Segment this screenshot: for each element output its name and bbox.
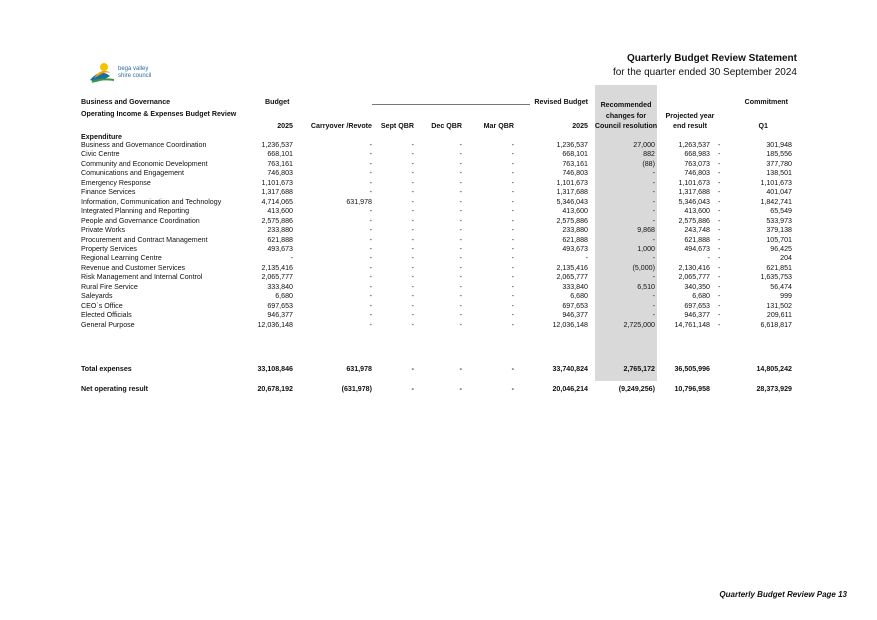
cell-mar: - [511,254,514,263]
cell-mar: - [511,188,514,197]
row-label: Total expenses [81,365,132,373]
cell-carry: - [369,311,372,320]
row-label: Integrated Planning and Reporting [81,207,190,216]
separator-dash: - [718,216,721,225]
cell-dec: - [459,216,462,225]
cell-carry: - [369,226,372,235]
cell-dec: - [459,178,462,187]
row-label: Property Services [81,244,137,253]
cell-mar: - [511,197,514,206]
cell-revised: 33,740,824 [552,365,588,373]
cell-sept: - [411,273,414,282]
cell-mar: - [511,150,514,159]
cell-rec: (88) [642,159,655,168]
separator-dash: - [718,235,721,244]
cell-q1: 185,556 [766,150,792,159]
cell-sept: - [411,197,414,206]
row-label: Emergency Response [81,178,151,187]
cell-carry: - [369,282,372,291]
cell-dec: - [459,320,462,329]
cell-sept: - [411,150,414,159]
cell-carry: (631,978) [341,385,372,393]
row-label: CEO`s Office [81,301,123,310]
separator-dash: - [718,282,721,291]
cell-dec: - [459,311,462,320]
cell-revised: 668,101 [562,150,588,159]
row-label: General Purpose [81,320,135,329]
cell-budget: 2,065,777 [261,273,293,282]
cell-proj: 668,983 [684,150,710,159]
cell-dec: - [459,235,462,244]
cell-sept: - [411,365,414,373]
cell-revised: - [585,254,588,263]
section-heading: Business and Governance [81,98,171,106]
report-title [613,52,797,80]
row-label: Private Works [81,226,126,235]
cell-q1: 28,373,929 [756,385,792,393]
cell-carry: 631,978 [346,197,372,206]
cell-sept: - [411,207,414,216]
row-label: Revenue and Customer Services [81,263,186,272]
cell-sept: - [411,226,414,235]
cell-rec: - [652,178,655,187]
cell-rec: 9,868 [637,226,655,235]
council-logo [88,58,178,86]
cell-sept: - [411,385,414,393]
cell-dec: - [459,292,462,301]
cell-revised: 1,101,673 [556,178,588,187]
cell-proj: 746,803 [684,169,710,178]
cell-proj: 10,796,958 [674,385,710,393]
col-carryover: Carryover /Revote [310,122,372,130]
cell-sept: - [411,188,414,197]
cell-rec: - [652,273,655,282]
cell-revised: 621,888 [562,235,588,244]
cell-mar: - [511,273,514,282]
cell-revised: 763,161 [562,159,588,168]
cell-sept: - [411,254,414,263]
cell-proj: - [707,254,710,263]
col-commitment: Commitment [744,98,788,106]
row-label: Civic Centre [81,150,120,159]
cell-dec: - [459,385,462,393]
cell-sept: - [411,282,414,291]
cell-sept: - [411,320,414,329]
row-label: Net operating result [81,385,149,393]
cell-budget: 746,803 [267,169,293,178]
cell-carry: - [369,169,372,178]
cell-dec: - [459,141,462,149]
cell-carry: - [369,263,372,272]
cell-revised: 697,653 [562,301,588,310]
cell-budget: 6,680 [275,292,293,301]
cell-carry: - [369,292,372,301]
cell-budget: 1,101,673 [261,178,293,187]
row-label: Business and Governance Coordination [81,141,207,149]
expenditure-label: Expenditure [81,133,122,141]
cell-revised: 233,880 [562,226,588,235]
row-label: Rural Fire Service [81,282,138,291]
cell-budget: 1,317,688 [261,188,293,197]
svg-text:shire council: shire council [118,73,152,79]
cell-q1: 379,138 [766,226,792,235]
cell-proj: 1,317,688 [678,188,710,197]
cell-proj: 2,130,416 [678,263,710,272]
cell-q1: 621,851 [766,263,792,272]
cell-dec: - [459,273,462,282]
cell-carry: - [369,141,372,149]
cell-budget: 4,714,065 [261,197,293,206]
col-recommended-3: Council resolution [594,122,658,130]
cell-carry: - [369,235,372,244]
cell-sept: - [411,292,414,301]
cell-revised: 5,346,043 [556,197,588,206]
cell-revised: 2,135,416 [556,263,588,272]
cell-proj: 6,680 [692,292,710,301]
cell-rec: - [652,235,655,244]
cell-mar: - [511,169,514,178]
separator-dash: - [718,207,721,216]
cell-mar: - [511,226,514,235]
cell-q1: 1,842,741 [760,197,792,206]
cell-rec: 6,510 [637,282,655,291]
cell-carry: 631,978 [346,365,372,373]
cell-carry: - [369,216,372,225]
cell-rec: - [652,188,655,197]
cell-proj: 946,377 [684,311,710,320]
cell-proj: 5,346,043 [678,197,710,206]
cell-rec: 882 [643,150,655,159]
cell-carry: - [369,178,372,187]
cell-proj: 413,600 [684,207,710,216]
title-line: Quarterly Budget Review Statement [626,53,797,64]
cell-carry: - [369,254,372,263]
row-label: People and Governance Coordination [81,216,200,225]
cell-revised: 746,803 [562,169,588,178]
cell-sept: - [411,263,414,272]
cell-dec: - [459,226,462,235]
cell-dec: - [459,188,462,197]
cell-budget: 333,840 [267,282,293,291]
cell-proj: 494,673 [684,244,710,253]
cell-q1: 96,425 [770,244,792,253]
cell-dec: - [459,150,462,159]
cell-budget: 413,600 [267,207,293,216]
row-label: Risk Management and Internal Control [81,273,203,282]
cell-budget: 12,036,148 [257,320,293,329]
cell-dec: - [459,365,462,373]
cell-q1: 1,101,673 [760,178,792,187]
cell-q1: 14,805,242 [756,365,792,373]
col-budget: Budget [265,98,290,106]
cell-rec: - [652,292,655,301]
cell-rec: - [652,207,655,216]
cell-mar: - [511,159,514,168]
cell-mar: - [511,263,514,272]
cell-rec: 2,725,000 [623,320,655,329]
row-label: Finance Services [81,188,136,197]
cell-mar: - [511,365,514,373]
separator-dash: - [718,150,721,159]
cell-q1: 65,549 [770,207,792,216]
cell-proj: 1,101,673 [678,178,710,187]
cell-revised: 1,317,688 [556,188,588,197]
cell-carry: - [369,244,372,253]
cell-q1: 204 [780,254,792,263]
cell-revised: 2,065,777 [556,273,588,282]
cell-dec: - [459,301,462,310]
cell-carry: - [369,150,372,159]
cell-budget: 233,880 [267,226,293,235]
cell-revised: 20,046,214 [552,385,588,393]
col-revised-2025: 2025 [572,122,588,130]
col-recommended-1: Recommended [600,101,652,109]
separator-dash: - [718,178,721,187]
cell-q1: 105,701 [766,235,792,244]
cell-revised: 413,600 [562,207,588,216]
cell-rec: (9,249,256) [618,385,655,393]
cell-rec: - [652,254,655,263]
cell-sept: - [411,141,414,149]
cell-proj: 14,761,148 [674,320,710,329]
separator-dash: - [718,263,721,272]
cell-q1: 1,635,753 [760,273,792,282]
cell-mar: - [511,282,514,291]
cell-budget: 2,575,886 [261,216,293,225]
cell-budget: 946,377 [267,311,293,320]
cell-dec: - [459,207,462,216]
cell-revised: 6,680 [570,292,588,301]
cell-sept: - [411,244,414,253]
col-2025: 2025 [277,122,293,130]
svg-text:bega valley: bega valley [118,66,149,72]
col-recommended-2: changes for [605,112,647,120]
cell-rec: - [652,301,655,310]
separator-dash: - [718,320,721,329]
separator-dash: - [718,169,721,178]
row-label: Procurement and Contract Management [81,235,208,244]
cell-mar: - [511,320,514,329]
cell-carry: - [369,273,372,282]
cell-budget: 697,653 [267,301,293,310]
cell-revised: 12,036,148 [552,320,588,329]
cell-rec: - [652,197,655,206]
cell-rec: - [652,216,655,225]
cell-mar: - [511,207,514,216]
cell-sept: - [411,311,414,320]
cell-budget: - [290,254,293,263]
cell-budget: 2,135,416 [261,263,293,272]
cell-q1: 377,780 [766,159,792,168]
col-projected-2: end result [673,122,707,130]
row-label: Elected Officials [81,311,132,320]
subsection-heading: Operating Income & Expenses Budget Review [81,110,237,118]
cell-dec: - [459,254,462,263]
cell-budget: 493,673 [267,244,293,253]
row-label: Saleyards [81,292,113,301]
col-projected-1: Projected year [665,112,715,120]
cell-carry: - [369,188,372,197]
separator-dash: - [718,244,721,253]
row-label: Comunications and Engagement [81,169,184,178]
cell-revised: 946,377 [562,311,588,320]
cell-q1: 533,973 [766,216,792,225]
cell-dec: - [459,263,462,272]
cell-budget: 763,161 [267,159,293,168]
subtitle-line: for the quarter ended 30 September 2024 [612,67,797,78]
row-label: Information, Communication and Technology [81,197,222,206]
cell-sept: - [411,301,414,310]
cell-sept: - [411,169,414,178]
qbr-header-rule [372,104,530,105]
cell-mar: - [511,292,514,301]
cell-mar: - [511,311,514,320]
cell-proj: 340,350 [684,282,710,291]
col-sept: Sept QBR [380,122,414,130]
separator-dash: - [718,254,721,263]
separator-dash: - [718,311,721,320]
cell-carry: - [369,301,372,310]
cell-proj: 1,263,537 [678,141,710,149]
separator-dash: - [718,197,721,206]
cell-proj: 2,065,777 [678,273,710,282]
cell-mar: - [511,244,514,253]
page-footer: Quarterly Budget Review Page 13 [719,590,847,599]
separator-dash: - [718,292,721,301]
col-q1: Q1 [758,122,768,130]
cell-rec: 1,000 [637,244,655,253]
cell-budget: 33,108,846 [257,365,293,373]
separator-dash: - [718,226,721,235]
cell-q1: 999 [780,292,792,301]
cell-mar: - [511,301,514,310]
cell-budget: 668,101 [267,150,293,159]
cell-mar: - [511,216,514,225]
cell-budget: 20,678,192 [257,385,293,393]
cell-revised: 1,236,537 [556,141,588,149]
cell-rec: 27,000 [633,141,655,149]
cell-proj: 2,575,886 [678,216,710,225]
cell-q1: 56,474 [770,282,792,291]
separator-dash: - [718,273,721,282]
cell-proj: 36,505,996 [674,365,710,373]
cell-q1: 301,948 [766,141,792,149]
cell-revised: 493,673 [562,244,588,253]
cell-proj: 697,653 [684,301,710,310]
cell-q1: 138,501 [766,169,792,178]
cell-proj: 763,073 [684,159,710,168]
cell-revised: 2,575,886 [556,216,588,225]
cell-q1: 209,611 [766,311,792,320]
cell-dec: - [459,282,462,291]
cell-mar: - [511,235,514,244]
cell-rec: - [652,311,655,320]
cell-dec: - [459,197,462,206]
separator-dash: - [718,301,721,310]
cell-rec: - [652,169,655,178]
cell-carry: - [369,207,372,216]
row-label: Community and Economic Development [81,159,208,168]
cell-q1: 131,502 [766,301,792,310]
cell-budget: 1,236,537 [261,141,293,149]
cell-dec: - [459,244,462,253]
separator-dash: - [718,159,721,168]
cell-sept: - [411,178,414,187]
row-label: Regional Learning Centre [81,254,162,263]
cell-sept: - [411,235,414,244]
col-mar: Mar QBR [483,122,514,130]
col-revised: Revised Budget [534,98,588,106]
cell-rec: (5,000) [632,263,655,272]
cell-dec: - [459,169,462,178]
cell-budget: 621,888 [267,235,293,244]
separator-dash: - [718,188,721,197]
col-dec: Dec QBR [431,122,462,130]
cell-carry: - [369,159,372,168]
cell-q1: 401,047 [766,188,792,197]
cell-mar: - [511,178,514,187]
cell-proj: 621,888 [684,235,710,244]
separator-dash: - [718,141,721,149]
cell-mar: - [511,141,514,149]
cell-sept: - [411,159,414,168]
cell-carry: - [369,320,372,329]
cell-revised: 333,840 [562,282,588,291]
cell-sept: - [411,216,414,225]
cell-rec: 2,765,172 [623,365,655,373]
cell-q1: 6,618,817 [760,320,792,329]
cell-mar: - [511,385,514,393]
cell-dec: - [459,159,462,168]
cell-proj: 243,748 [684,226,710,235]
